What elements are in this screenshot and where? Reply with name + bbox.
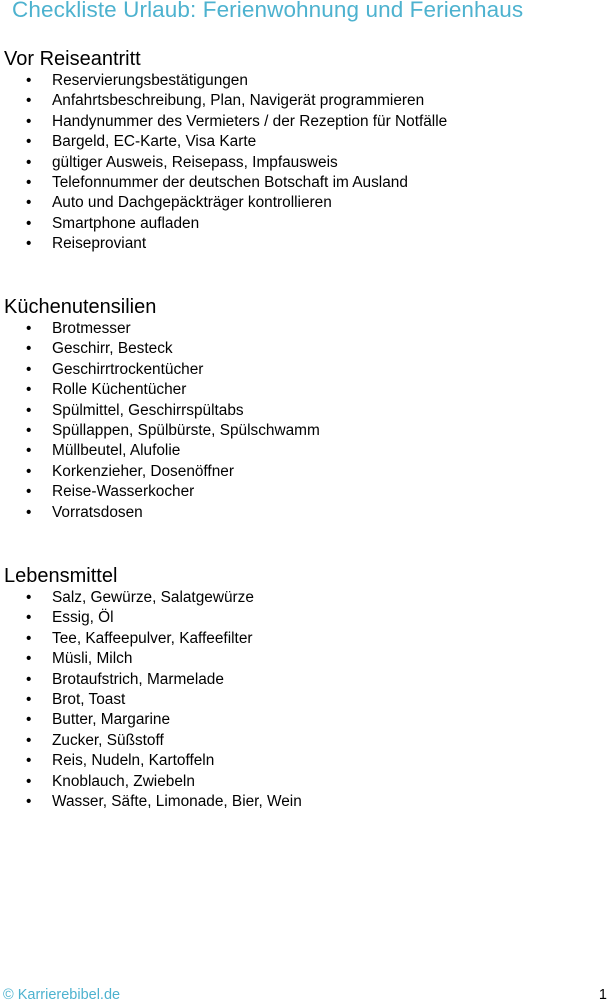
list-item: • Brot, Toast [4, 690, 604, 710]
list-item: • Butter, Margarine [4, 710, 604, 730]
list-item: • Tee, Kaffeepulver, Kaffeefilter [4, 629, 604, 649]
list-item: • Brotaufstrich, Marmelade [4, 670, 604, 690]
list-item: • Wasser, Säfte, Limonade, Bier, Wein [4, 792, 604, 812]
section-lebensmittel [4, 564, 604, 812]
list-item: • Salz, Gewürze, Salatgewürze [4, 588, 604, 608]
list-item: • Müllbeutel, Alufolie [4, 441, 604, 461]
page-number: 1 [598, 987, 607, 1003]
checklist [4, 319, 604, 523]
list-item: • Brotmesser [4, 319, 604, 339]
section-kuechenutensilien [4, 295, 604, 523]
list-item: • Smartphone aufladen [4, 214, 604, 234]
list-item: • Rolle Küchentücher [4, 380, 604, 400]
list-item: • Vorratsdosen [4, 503, 604, 523]
section-heading: Lebensmittel [4, 565, 118, 587]
list-item: • Telefonnummer der deutschen Botschaft im Ausland [4, 173, 604, 193]
list-item: • Reise-Wasserkocher [4, 482, 604, 502]
list-item: • Geschirr, Besteck [4, 339, 604, 359]
list-item: • Müsli, Milch [4, 649, 604, 669]
list-item: • Korkenzieher, Dosenöffner [4, 462, 604, 482]
checklist [4, 588, 604, 812]
section-heading: Küchenutensilien [4, 296, 157, 318]
list-item: • Reservierungsbestätigungen [4, 71, 604, 91]
list-item: • Essig, Öl [4, 608, 604, 628]
section-vor-reiseantritt [4, 47, 604, 255]
list-item: • Auto und Dachgepäckträger kontrollieren [4, 193, 604, 213]
list-item: • Geschirrtrockentücher [4, 360, 604, 380]
list-item: • gültiger Ausweis, Reisepass, Impfausweis [4, 153, 604, 173]
list-item: • Spülmittel, Geschirrspültabs [4, 401, 604, 421]
list-item: • Knoblauch, Zwiebeln [4, 772, 604, 792]
section-heading: Vor Reiseantritt [4, 48, 141, 70]
document-title: Checkliste Urlaub: Ferienwohnung und Ferienhaus [12, 0, 524, 22]
list-item: • Bargeld, EC-Karte, Visa Karte [4, 132, 604, 152]
list-item: • Handynummer des Vermieters / der Rezeption für Notfälle [4, 112, 604, 132]
list-item: • Reis, Nudeln, Kartoffeln [4, 751, 604, 771]
list-item: • Anfahrtsbeschreibung, Plan, Navigerät programmieren [4, 91, 604, 111]
copyright-link[interactable]: © Karrierebibel.de [3, 987, 121, 1003]
list-item: • Reiseproviant [4, 234, 604, 254]
list-item: • Spüllappen, Spülbürste, Spülschwamm [4, 421, 604, 441]
checklist [4, 71, 604, 255]
list-item: • Zucker, Süßstoff [4, 731, 604, 751]
